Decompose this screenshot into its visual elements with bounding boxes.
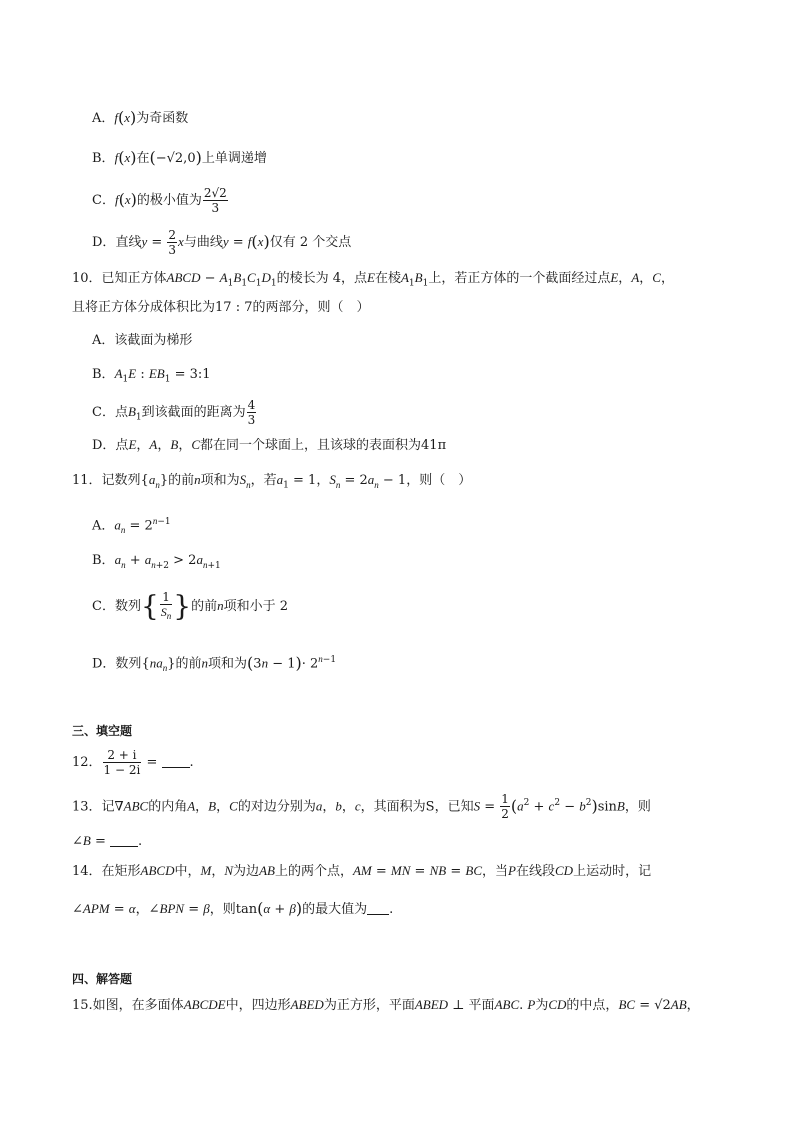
q13-line1: 13．记∇ABC的内角A，B，C的对边分别为a，b，c，其面积为S，已知S = $\frac{1}{2}$ $(a^2 + c^2 - b^2)\sin B$，则 (72, 792, 651, 822)
q12: 12． $\frac{2 + i}{1 - 2i}$ = . (72, 748, 194, 777)
q9-option-a: A．f(x)为奇函数 (92, 108, 189, 127)
q11-option-d: D．数列$\{na_n\}$的前n项和为$(3n - 1)\cdot 2^{n-1}$ (92, 653, 337, 673)
q11-stem: 11．记数列$\{a_n\}$的前n项和为$S_n$，若$a_1 = 1$，$S_n = 2a_n - 1$，则（ ） (72, 472, 472, 491)
q11-option-a: A．$a_n = 2^{n-1}$ (92, 516, 171, 535)
q10-option-c: C．点$B_1$到该截面的距离为 $\frac{4}{3}$ (92, 398, 256, 427)
q11-option-c: C．数列{ $\frac{1}{S_n}$ }的前n项和小于 2 (92, 589, 289, 623)
section-title-answer: 四、解答题 (72, 972, 133, 986)
q10-option-a: A．该截面为梯形 (92, 333, 193, 348)
q10-option-b: B．$A_1E$ : $EB_1$ = 3:1 (92, 366, 211, 385)
q11-option-b: B．$a_n + a_{n+2} > 2a_{n+1}$ (92, 552, 221, 571)
q10-option-d: D．点E，A，B，C都在同一个球面上，且该球的表面积为41π (92, 437, 447, 453)
q10-stem-line2: 且将正方体分成体积比为17 : 7的两部分，则（ ） (72, 300, 370, 315)
q9-option-d: D．直线y = $\frac{2}{3}$ x与曲线y = f(x)仅有 2 个交点 (92, 228, 352, 257)
q15-line1: 15.如图，在多面体ABCDE中，四边形ABED为正方形，平面ABED ⊥ 平面ABC. P为CD的中点，BC = √2AB， (72, 997, 700, 1013)
q13-line2: ∠B = . (72, 833, 143, 849)
q14-line2: ∠APM = α，∠BPN = β，则tan(α + β)的最大值为 . (72, 899, 394, 918)
section-title-fill-in: 三、填空题 (72, 724, 133, 738)
q9-option-b: B．f(x)在(−√2,0)上单调递增 (92, 148, 267, 167)
q10-stem-line1: 10．已知正方体ABCD − $A_1B_1C_1D_1$的棱长为 4，点E在棱$A_1B_1$上，若正方体的一个截面经过点E，A，C， (72, 270, 674, 289)
q14-line1: 14．在矩形ABCD中，M，N为边AB上的两个点，AM = MN = NB = BC，当P在线段CD上运动时，记 (72, 863, 652, 879)
q9-option-c: C．f(x)的极小值为 $\frac{2√2}{3}$ (92, 186, 227, 215)
